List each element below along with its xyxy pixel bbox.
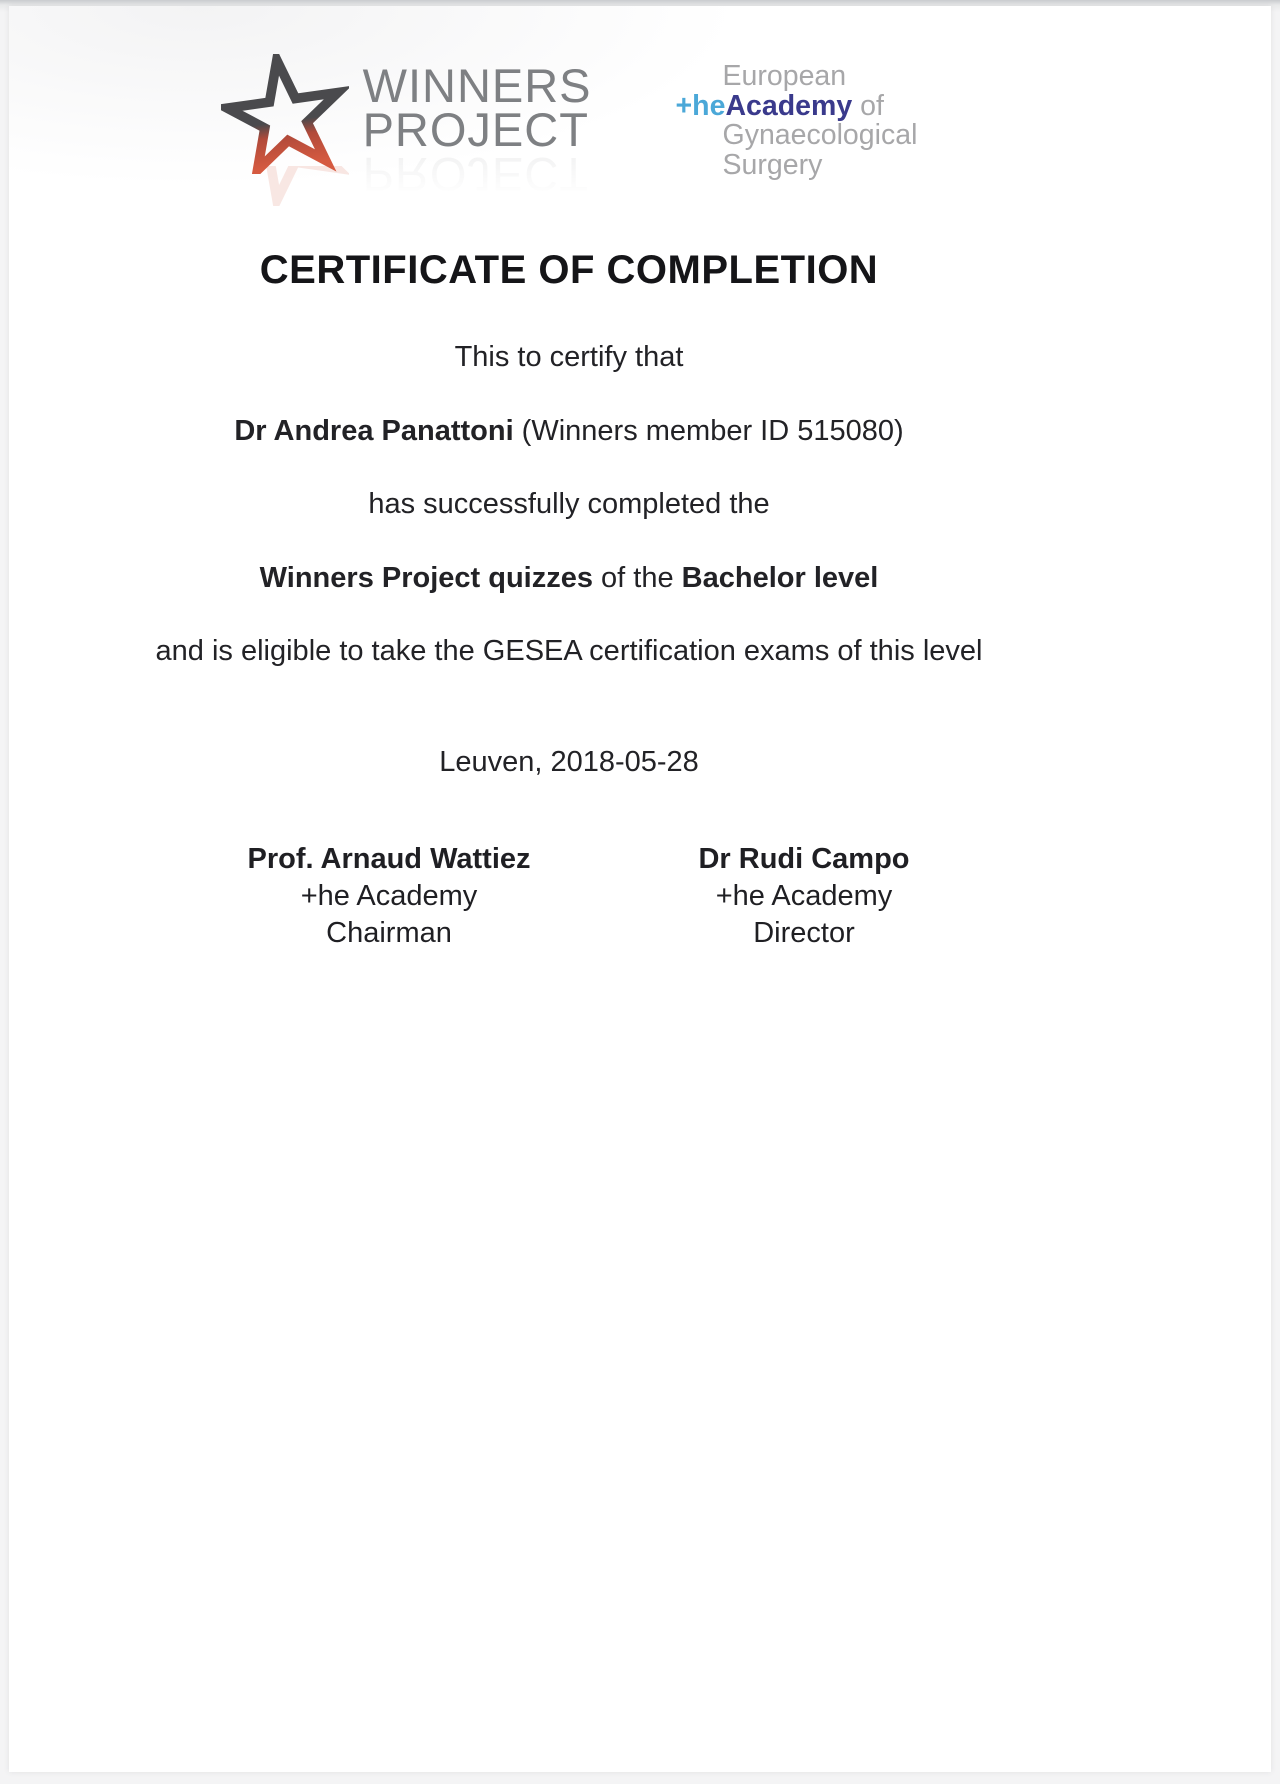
signature-row xyxy=(169,841,1084,952)
eligible-line: and is eligible to take the GESEA certification exams of this level xyxy=(155,635,983,667)
certificate-title: CERTIFICATE OF COMPLETION xyxy=(259,248,879,292)
signature-role: Director xyxy=(753,917,855,949)
signature-name: Prof. Arnaud Wattiez xyxy=(247,843,531,875)
signature-org: +he Academy xyxy=(715,880,893,912)
recipient-line xyxy=(54,395,1084,469)
academy-logo-line4: Surgery xyxy=(722,148,823,181)
winners-wordmark-reflection: PROJECT xyxy=(362,148,589,201)
signature-org: +he Academy xyxy=(300,880,478,912)
academy-word: Academy xyxy=(725,89,853,122)
quizzes-of-the: of the xyxy=(593,561,682,594)
quizzes-bold: Winners Project quizzes xyxy=(259,561,593,594)
academy-of: of xyxy=(852,89,884,122)
place-date-line: Leuven, 2018-05-28 xyxy=(439,745,699,778)
quizzes-line xyxy=(54,542,1084,616)
signature-chairman xyxy=(169,841,609,952)
winners-wordmark-line2: PROJECT xyxy=(362,103,589,156)
academy-logo-line3: Gynaecological xyxy=(722,119,918,151)
winners-wordmark-line1: WINNERS xyxy=(362,59,592,112)
certificate-page xyxy=(9,6,1271,1772)
signature-role: Chairman xyxy=(326,917,452,949)
academy-plus-he: +he xyxy=(675,89,726,122)
winners-project-logo xyxy=(221,54,592,201)
signature-director xyxy=(619,841,989,952)
signature-name: Dr Rudi Campo xyxy=(698,843,910,875)
star-reflection xyxy=(221,166,349,206)
recipient-name: Dr Andrea Panattoni xyxy=(234,414,514,447)
completed-line: has successfully completed the xyxy=(368,488,770,520)
certificate-body xyxy=(54,321,1084,799)
academy-logo-line2 xyxy=(675,89,918,122)
academy-logo xyxy=(676,54,918,180)
certify-line: This to certify that xyxy=(454,341,684,373)
recipient-member-id: (Winners member ID 515080) xyxy=(513,414,904,447)
level-bold: Bachelor level xyxy=(681,561,879,594)
certificate-content xyxy=(54,6,1084,952)
winners-star-icon xyxy=(221,54,349,179)
winners-project-wordmark xyxy=(362,54,592,201)
logo-row xyxy=(54,6,1084,204)
academy-logo-line1: European xyxy=(722,60,847,92)
